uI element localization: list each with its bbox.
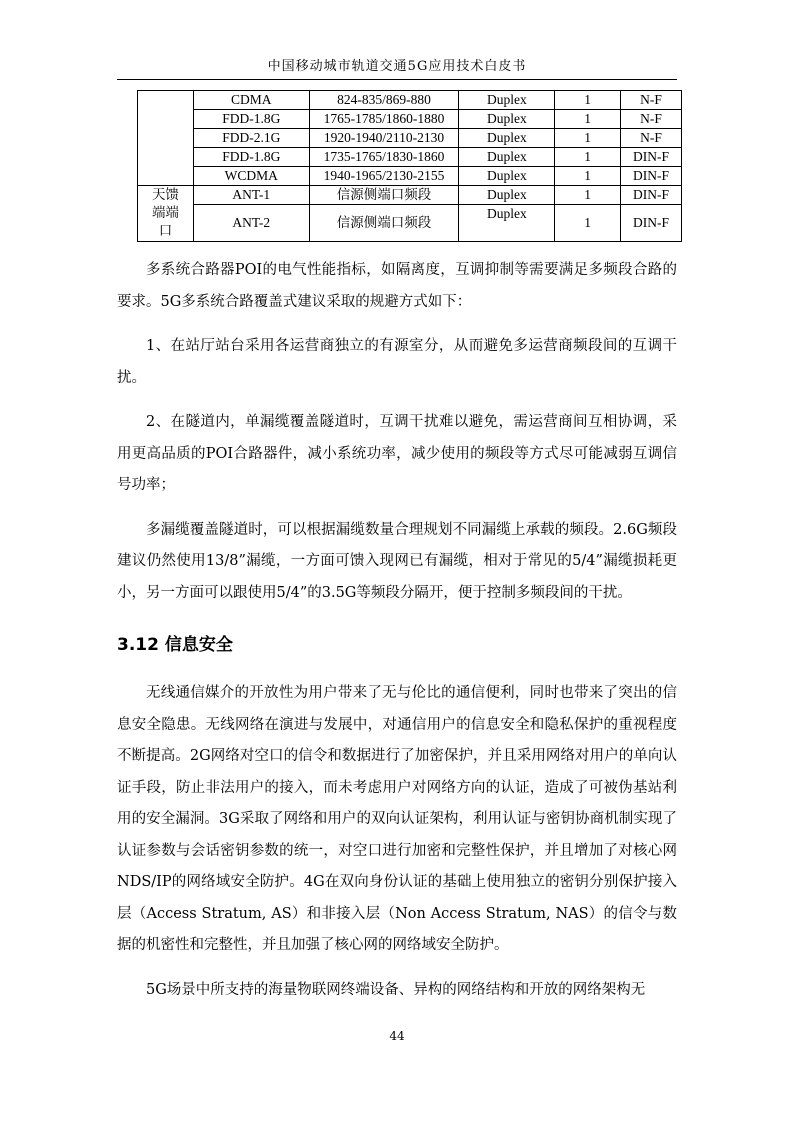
body-text-before xyxy=(117,255,677,609)
table-cell: 1735-1765/1830-1860 xyxy=(309,148,459,167)
table-cell: 1 xyxy=(555,167,621,186)
group-label-line: 端端 xyxy=(151,205,179,221)
table-cell: Duplex xyxy=(459,110,555,129)
paragraph: 无线通信媒介的开放性为用户带来了无与伦比的通信便利，同时也带来了突出的信息安全隐患。无线网络在演进与发展中，对通信用户的信息安全和隐私保护的重视程度不断提高。2G网络对空口的信令和数据进行了加密保护，并且采用网络对用户的单向认证手段，防止非法用户的接入，而未考虑用户对网络方向的认证，造成了可被伪基站利用的安全漏洞。3G采取了网络和用户的双向认证架构，利用认证与密钥协商机制实现了认证参数与会话密钥参数的统一，对空口进行加密和完整性保护，并且增加了对核心网NDS/IP的网络域安全防护。4G在双向身份认证的基础上使用独立的密钥分别保护接入层（Access Stratum, AS）和非接入层（Non Access Stratum, NAS）的信令与数据的机密性和完整性，并且加强了核心网的网络域安全防护。 xyxy=(117,685,677,953)
port-spec-table xyxy=(137,90,682,242)
paragraph: 2、在隧道内，单漏缆覆盖隧道时，互调干扰难以避免，需运营商间互相协调，采用更高品质的POI合路器件，减小系统功率，减少使用的频段等方式尽可能减弱互调信号功率； xyxy=(117,414,677,493)
table-cell: ANT-2 xyxy=(193,205,309,242)
table-cell: 1 xyxy=(555,148,621,167)
table-cell: Duplex xyxy=(459,167,555,186)
antenna-port-group-label xyxy=(138,186,194,242)
paragraph: 多漏缆覆盖隧道时，可以根据漏缆数量合理规划不同漏缆上承载的频段。2.6G频段建议仍然使用13/8”漏缆，一方面可馈入现网已有漏缆，相对于常见的5/4”漏缆损耗更小，另一方面可以跟使用5/4”的3.5G等频段分隔开，便于控制多频段间的干扰。 xyxy=(117,521,677,601)
paragraph: 5G场景中所支持的海量物联网终端设备、异构的网络结构和开放的网络架构无 xyxy=(146,981,646,998)
group-label-line: 口 xyxy=(158,223,173,239)
table-cell: CDMA xyxy=(193,91,309,110)
table-cell: N-F xyxy=(621,110,682,129)
table-cell: 824-835/869-880 xyxy=(309,91,459,110)
table-cell-empty-group xyxy=(138,91,194,186)
paragraph: 1、在站厅站台采用各运营商独立的有源室分，从而避免多运营商频段间的互调干扰。 xyxy=(117,338,677,386)
table-row xyxy=(138,129,682,148)
table-row xyxy=(138,91,682,110)
table-cell: WCDMA xyxy=(193,167,309,186)
table-cell: 信源侧端口频段 xyxy=(309,205,459,242)
table-cell: DIN-F xyxy=(621,167,682,186)
table-cell: FDD-1.8G xyxy=(193,148,309,167)
table-cell: Duplex xyxy=(459,205,555,242)
table-cell: FDD-2.1G xyxy=(193,129,309,148)
table-cell: 1940-1965/2130-2155 xyxy=(309,167,459,186)
table-cell: 1765-1785/1860-1880 xyxy=(309,110,459,129)
table-row xyxy=(138,110,682,129)
table-cell: DIN-F xyxy=(621,148,682,167)
section-heading: 3.12 信息安全 xyxy=(117,635,233,655)
paragraph: 多系统合路器POI的电气性能指标，如隔离度，互调抑制等需要满足多频段合路的要求。5G多系统合路覆盖式建议采取的规避方式如下： xyxy=(117,262,677,310)
table-cell: 1 xyxy=(555,110,621,129)
running-header: 中国移动城市轨道交通5G应用技术白皮书 xyxy=(267,59,527,74)
table-row xyxy=(138,186,682,205)
table-cell: 1 xyxy=(555,205,621,242)
table-cell: 1 xyxy=(555,186,621,205)
table-row xyxy=(138,205,682,242)
table-cell: 1 xyxy=(555,91,621,110)
table-cell: DIN-F xyxy=(621,205,682,242)
table-cell: 1 xyxy=(555,129,621,148)
table-row xyxy=(138,148,682,167)
header-divider xyxy=(117,79,677,80)
table-cell: Duplex xyxy=(459,148,555,167)
table-cell: DIN-F xyxy=(621,186,682,205)
table-cell: Duplex xyxy=(459,91,555,110)
group-label-line: 天馈 xyxy=(151,187,179,203)
page-number: 44 xyxy=(389,1029,405,1043)
table-cell: Duplex xyxy=(459,129,555,148)
table-cell: 1920-1940/2110-2130 xyxy=(309,129,459,148)
table-cell: FDD-1.8G xyxy=(193,110,309,129)
table-cell: N-F xyxy=(621,91,682,110)
table-cell: ANT-1 xyxy=(193,186,309,205)
table-row xyxy=(138,167,682,186)
table-cell: Duplex xyxy=(459,186,555,205)
table-cell: 信源侧端口频段 xyxy=(309,186,459,205)
body-text-after xyxy=(117,678,677,1006)
table-cell: N-F xyxy=(621,129,682,148)
